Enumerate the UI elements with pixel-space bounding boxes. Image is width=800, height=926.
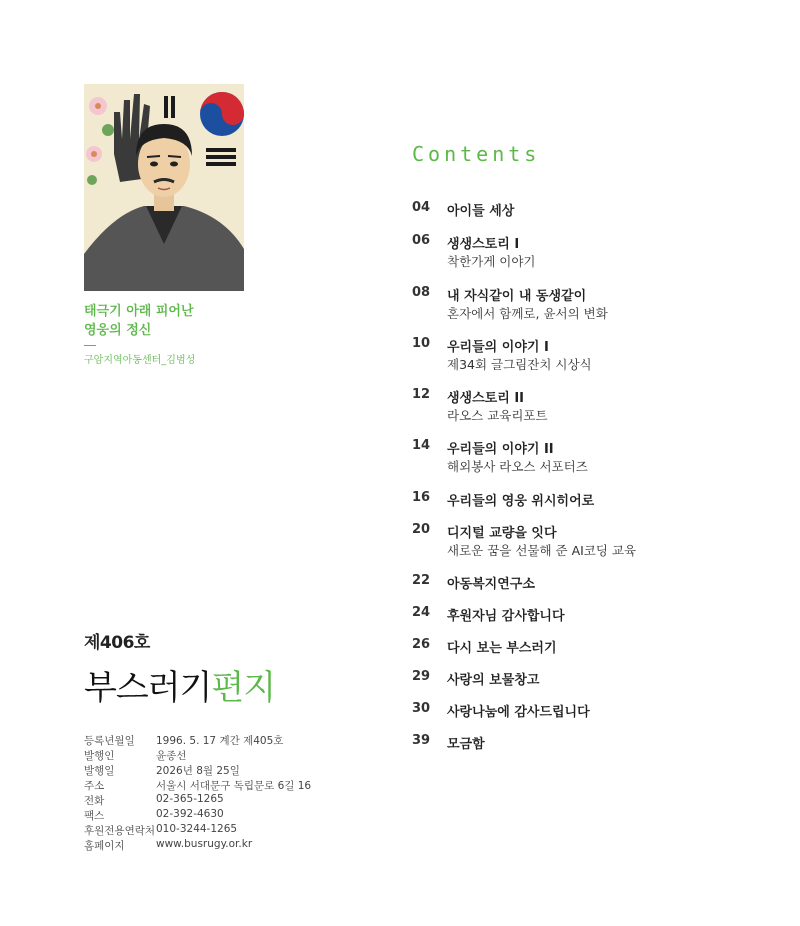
toc-page-number: 39 <box>412 733 431 748</box>
info-value: 010-3244-1265 <box>156 823 238 835</box>
info-value: 2026년 8월 25일 <box>156 765 240 777</box>
toc-title: 생생스토리 I <box>447 237 520 252</box>
cover-caption-line2: 영웅의 정신 <box>84 323 152 338</box>
toc-page-number: 29 <box>412 669 431 684</box>
info-label: 발행일 <box>84 765 115 777</box>
info-label: 홈페이지 <box>84 840 125 852</box>
info-label: 주소 <box>84 780 105 792</box>
toc-title: 우리들의 영웅 위시히어로 <box>447 494 595 509</box>
info-label: 등록년월일 <box>84 735 135 747</box>
toc-title: 사랑의 보물창고 <box>447 673 540 688</box>
info-label: 전화 <box>84 795 105 807</box>
info-label: 발행인 <box>84 750 115 762</box>
info-value: 윤종선 <box>156 750 187 762</box>
toc-subtitle: 라오스 교육리포트 <box>447 408 548 423</box>
cover-credit: 구암지역아동센터_김범성 <box>84 355 196 366</box>
contents-heading: Contents <box>412 142 541 166</box>
cover-caption <box>84 302 284 340</box>
toc-title: 디지털 교량을 잇다 <box>447 526 557 541</box>
toc-title: 우리들의 이야기 II <box>447 442 554 457</box>
toc-page-number: 24 <box>412 605 431 620</box>
toc-title: 모금함 <box>447 737 485 752</box>
info-value: 02-392-4630 <box>156 808 224 820</box>
cover-caption-line1: 태극기 아래 피어난 <box>84 304 194 319</box>
toc-subtitle: 혼자에서 함께로, 윤서의 변화 <box>447 306 608 321</box>
logo-text-accent: 편지 <box>211 668 276 708</box>
toc-page-number: 14 <box>412 438 431 453</box>
info-label: 후원전용연락처 <box>84 825 156 837</box>
cover-illustration <box>84 84 244 291</box>
toc-page-number: 16 <box>412 490 431 505</box>
toc-subtitle: 해외봉사 라오스 서포터즈 <box>447 459 588 474</box>
toc-page-number: 12 <box>412 387 431 402</box>
toc-title: 사랑나눔에 감사드립니다 <box>447 705 590 720</box>
toc-subtitle: 새로운 꿈을 선물해 준 AI코딩 교육 <box>447 543 637 558</box>
toc-page-number: 26 <box>412 637 431 652</box>
homepage-link[interactable]: www.busrugy.or.kr <box>156 838 253 850</box>
hero-portrait-drawing <box>84 84 244 291</box>
toc-page-number: 10 <box>412 336 431 351</box>
toc-page-number: 08 <box>412 285 431 300</box>
toc-title: 후원자님 감사합니다 <box>447 609 565 624</box>
toc-page-number: 22 <box>412 573 431 588</box>
toc-page-number: 04 <box>412 200 431 215</box>
toc-subtitle: 제34회 글그림잔치 시상식 <box>447 357 592 372</box>
toc-title: 생생스토리 II <box>447 391 524 406</box>
info-label: 팩스 <box>84 810 105 822</box>
toc-title: 아이들 세상 <box>447 204 515 219</box>
info-value: 1996. 5. 17 계간 제405호 <box>156 735 284 747</box>
publication-logo <box>84 660 275 709</box>
toc-page-number: 20 <box>412 522 431 537</box>
toc-title: 아동복지연구소 <box>447 577 535 592</box>
toc-title: 우리들의 이야기 I <box>447 340 549 355</box>
logo-text-main: 부스러기 <box>84 668 212 708</box>
caption-divider <box>84 345 96 346</box>
info-value: 서울시 서대문구 독립문로 6길 16 <box>156 780 312 792</box>
toc-page-number: 06 <box>412 233 431 248</box>
info-value: 02-365-1265 <box>156 793 224 805</box>
issue-number: 제406호 <box>84 633 150 653</box>
toc-title: 내 자식같이 내 동생같이 <box>447 289 587 304</box>
toc-subtitle: 착한가게 이야기 <box>447 254 536 269</box>
toc-page-number: 30 <box>412 701 431 716</box>
toc-title: 다시 보는 부스러기 <box>447 641 557 656</box>
